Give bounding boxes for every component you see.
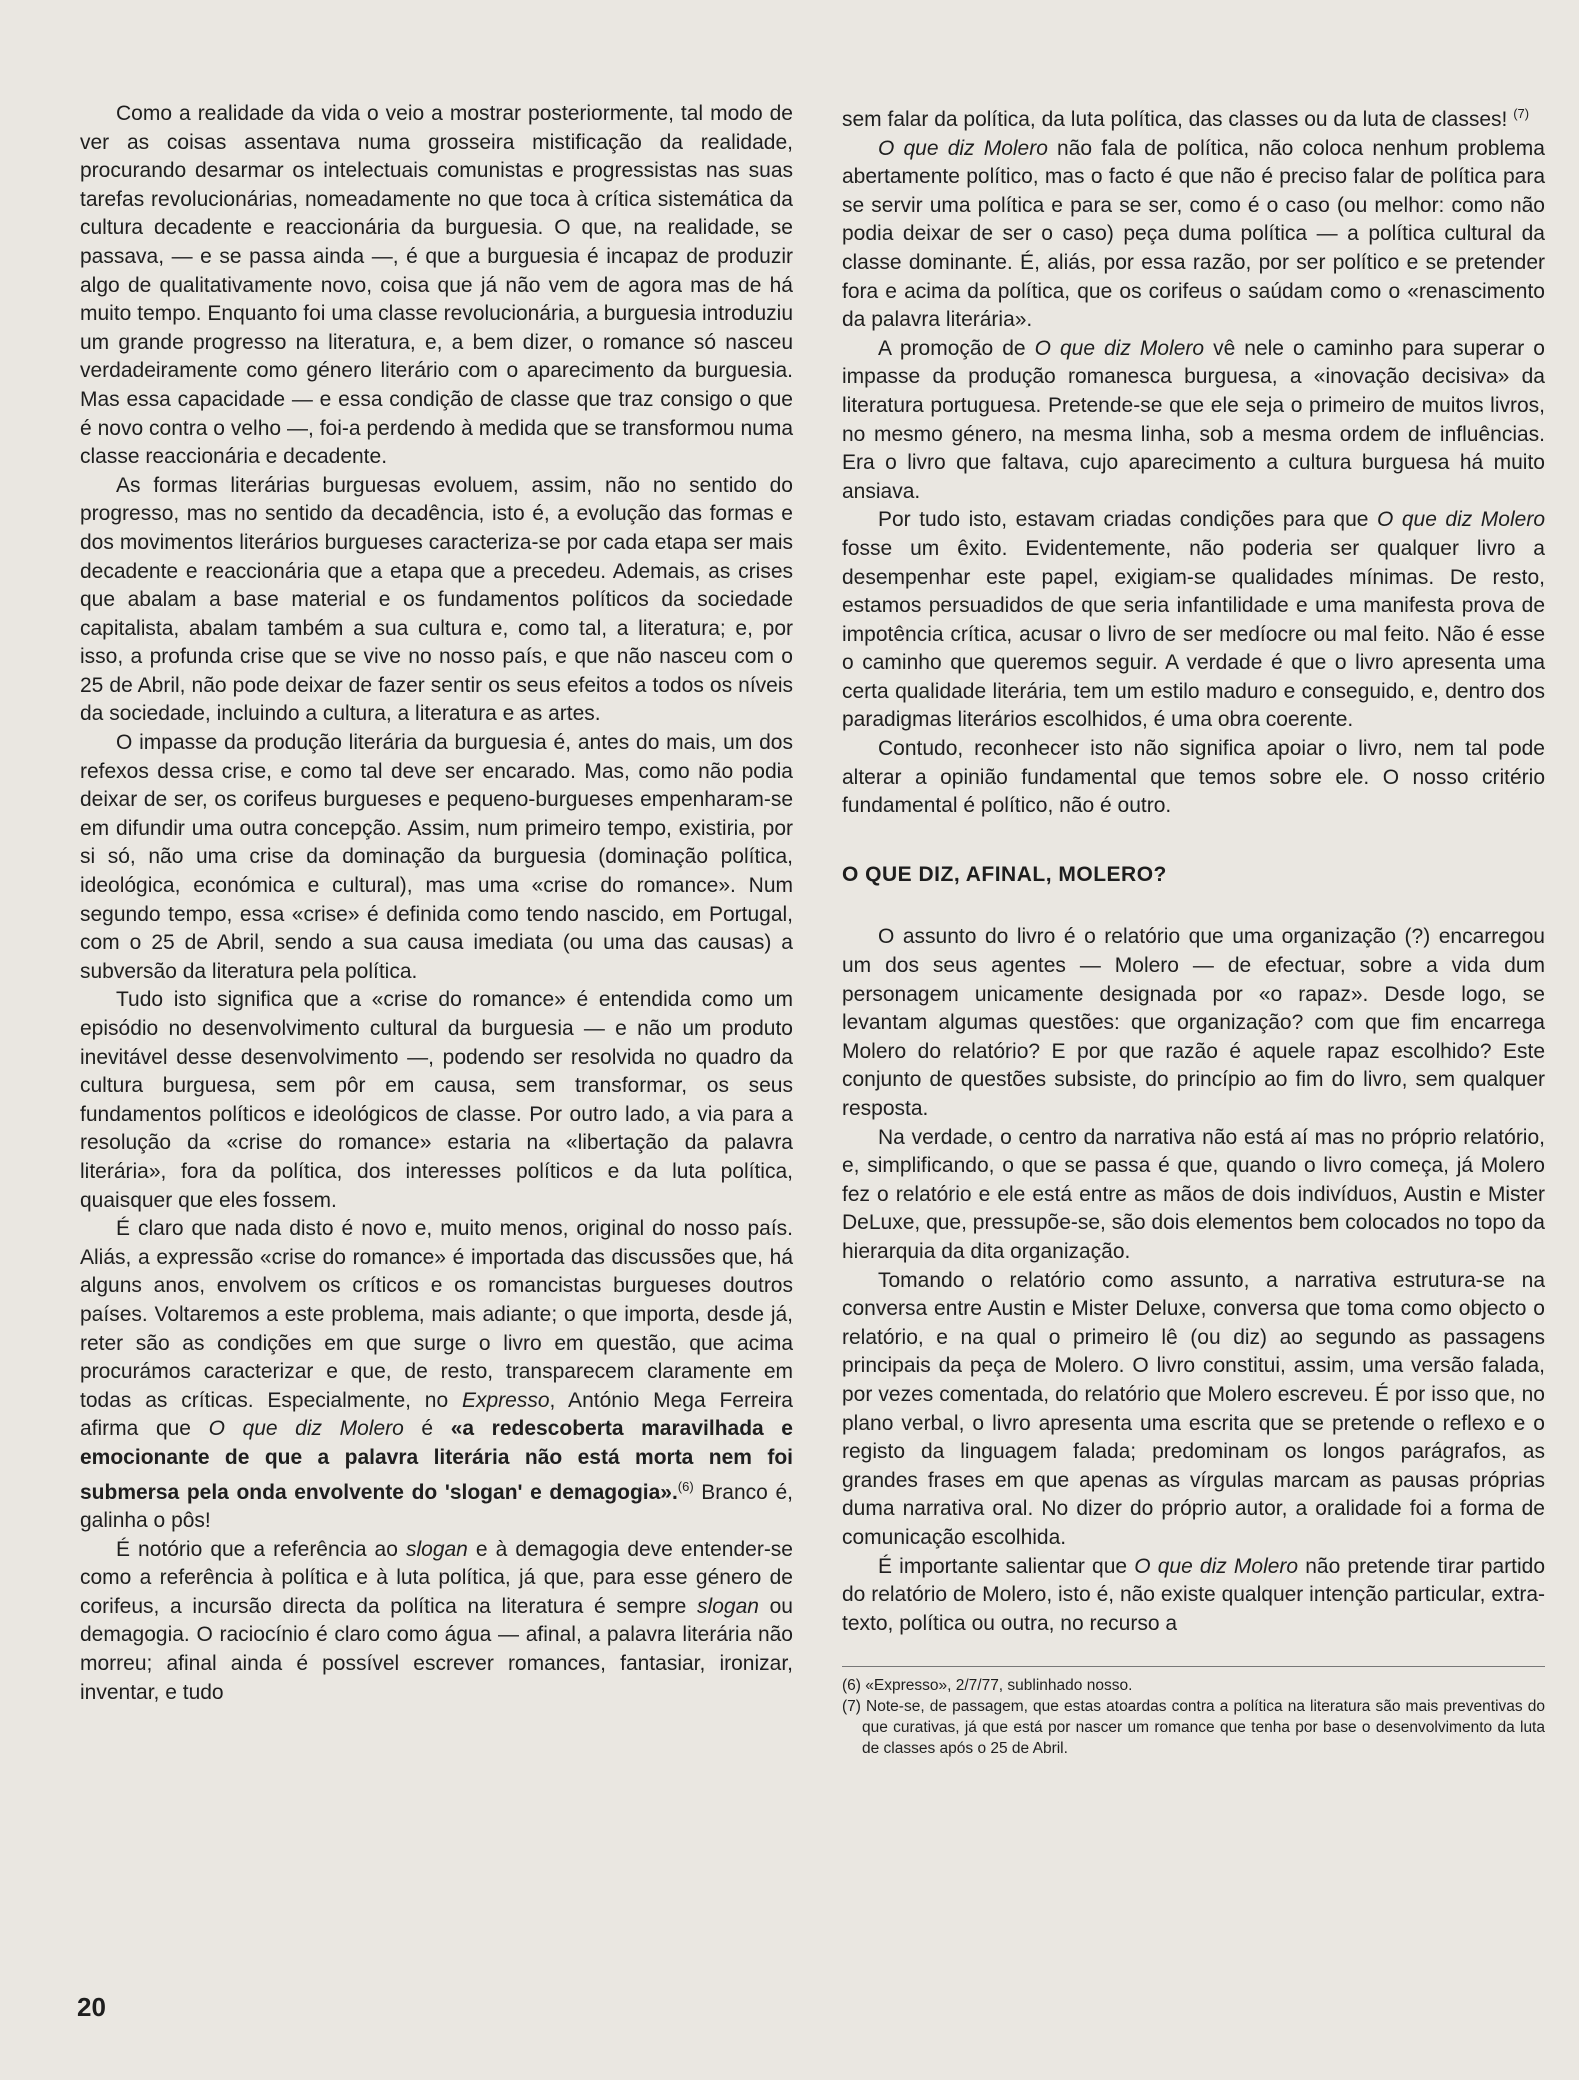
- left-column: [80, 100, 793, 1707]
- book-title: O que diz Molero: [208, 1417, 404, 1441]
- text-run: não pretende tirar partido do relatório de Molero, isto é, não existe qualquer intenção particular, extra-texto, política ou outra, no recurso a: [842, 1554, 1545, 1635]
- text-run: e à demagogia deve entender-se como a referência à política e à luta política, já que, para esse género de corifeus, a incursão directa da política na literatura é sempre: [80, 1537, 793, 1618]
- text-run: Branco é, galinha o pôs!: [80, 1480, 793, 1533]
- book-title: O que diz Molero: [1377, 508, 1545, 532]
- paragraph: Como a realidade da vida o veio a mostrar posteriormente, tal modo de ver as coisas assentava numa grosseira mistificação da realidade, procurando desarmar os intelectuais comunistas e progressistas nas suas tarefas revolucionárias, nomeadamente no que toca à crítica sistemática da cultura decadente e reaccionária da burguesia. O que, na realidade, se passava, — e se passa ainda —, é que a burguesia é incapaz de produzir algo de qualitativamente novo, coisa que já não vem de agora mas de há muito tempo. Enquanto foi uma classe revolucionária, a burguesia introduziu um grande progresso na literatura, e, a bem dizer, o romance só nasceu verdadeiramente como género literário com o aparecimento da burguesia. Mas essa capacidade — e essa condição de classe que traz consigo o que é novo contra o velho —, foi-a perdendo à medida que se transformou numa classe reaccionária e decadente.: [80, 102, 793, 469]
- paragraph: [80, 1215, 793, 1536]
- italic-text: Expresso: [462, 1388, 550, 1412]
- paragraph: [842, 335, 1545, 507]
- paragraph: [842, 135, 1545, 335]
- paragraph: [842, 1553, 1545, 1639]
- text-run: , António Mega Ferreira afirma que: [80, 1388, 793, 1441]
- book-title: O que diz Molero: [878, 136, 1048, 160]
- right-column: [842, 100, 1545, 1759]
- footnote-ref: (6): [677, 1478, 694, 1494]
- paragraph: O assunto do livro é o relatório que uma organização (?) encarregou um dos seus agentes — Molero — de efectuar, sobre a vida dum personagem unicamente designada por «o rapaz». Desde logo, se levantam algumas questões: que organização? com que fim encarrega Molero do relatório? E por que razão é aquele rapaz escolhido? Este conjunto de questões subsiste, do princípio ao fim do livro, sem qualquer resposta.: [842, 925, 1545, 1120]
- paragraph: O impasse da produção literária da burguesia é, antes do mais, um dos refexos dessa crise, e como tal deve ser encarado. Mas, como não podia deixar de ser, os corifeus burgueses e pequeno-burgueses empenharam-se em difundir uma outra concepção. Assim, num primeiro tempo, existiria, por si só, não uma crise da dominação da burguesia (dominação política, ideológica, económica e cultural), mas uma «crise do romance». Num segundo tempo, essa «crise» é definida como tendo nascido, em Portugal, com o 25 de Abril, sendo a sua causa imediata (ou uma das causas) a subversão da literatura pela política.: [80, 731, 793, 983]
- book-title: O que diz Molero: [1134, 1554, 1299, 1578]
- book-title: O que diz Molero: [1034, 336, 1205, 360]
- paragraph: Tomando o relatório como assunto, a narrativa estrutura-se na conversa entre Austin e Mister Deluxe, conversa que toma como objecto o relatório, e na qual o primeiro lê (ou diz) ao segundo as passagens principais da peça de Molero. O livro constitui, assim, uma versão falada, por vezes comentada, do relatório que Molero escreveu. É por isso que, no plano verbal, o livro apresenta uma escrita que se pretende o reflexo e o registo da linguagem falada; predominam os longos parágrafos, as grandes frases em que apenas as vírgulas marcam as pausas próprias duma narrativa oral. No dizer do próprio autor, a oralidade foi a forma de comunicação escolhida.: [842, 1268, 1545, 1549]
- text-run: É importante salientar que: [878, 1554, 1135, 1578]
- text-run: vê nele o caminho para superar o impasse da produção romanesca burguesa, a «inovação decisiva» da literatura portuguesa. Pretende-se que ele seja o primeiro de muitos livros, no mesmo género, na mesma linha, sob a mesma ordem de influências. Era o livro que faltava, cujo aparecimento a cultura burguesa há muito ansiava.: [842, 336, 1545, 503]
- footnote: (6) «Expresso», 2/7/77, sublinhado nosso.: [842, 1677, 1133, 1695]
- paragraph: [842, 506, 1545, 735]
- text-run: Por tudo isto, estavam criadas condições para que: [878, 508, 1377, 532]
- paragraph: Na verdade, o centro da narrativa não está aí mas no próprio relatório, e, simplificando, o que se passa é que, quando o livro começa, já Molero fez o relatório e ele está entre as mãos de dois indivíduos, Austin e Mister DeLuxe, que, pressupõe-se, são dois elementos bem colocados no topo da hierarquia da dita organização.: [842, 1125, 1545, 1263]
- footnotes: [842, 1666, 1545, 1759]
- paragraph: [80, 1536, 793, 1708]
- paragraph: [842, 100, 1545, 135]
- text-run: É notório que a referência ao: [116, 1537, 406, 1561]
- paragraph: Contudo, reconhecer isto não significa apoiar o livro, nem tal pode alterar a opinião fundamental que temos sobre ele. O nosso critério fundamental é político, não é outro.: [842, 737, 1545, 818]
- text-run: sem falar da política, da luta política, das classes ou da luta de classes!: [842, 108, 1514, 131]
- text-run: é: [403, 1417, 451, 1441]
- text-run: não fala de política, não coloca nenhum problema abertamente político, mas o facto é que não é preciso falar de política para se servir uma política e para se ser, como é o caso (ou melhor: como não podia deixar de ser o caso) peça duma política — a política cultural da classe dominante. É, aliás, por essa razão, por ser político e se pretender fora e acima da política, que os corifeus o saúdam como o «renascimento da palavra literária».: [842, 136, 1545, 332]
- bold-quote: «a redescoberta maravilhada e emocionante de que a palavra literária não está morta nem foi submersa pela onda envolvente do 'slogan' e demagogia».: [80, 1417, 793, 1504]
- italic-text: slogan: [697, 1594, 759, 1618]
- section-heading: O QUE DIZ, AFINAL, MOLERO?: [842, 862, 1167, 886]
- page-number: 20: [77, 1992, 106, 2022]
- text-run: A promoção de: [878, 336, 1035, 360]
- footnote-ref: (7): [1513, 106, 1530, 121]
- text-run: É claro que nada disto é novo e, muito menos, original do nosso país. Aliás, a expressão «crise do romance» é importada das discussões que, há alguns anos, envolvem os críticos e os romancistas burgueses doutros países. Voltaremos a este problema, mais adiante; o que importa, desde já, reter são as condições em que surge o livro em questão, que acima procurámos caracterizar e que, de resto, transparecem claramente em todas as críticas. Especialmente, no: [80, 1217, 793, 1412]
- italic-text: slogan: [405, 1537, 468, 1561]
- paragraph: Tudo isto significa que a «crise do romance» é entendida como um episódio no desenvolvimento cultural da burguesia — e não um produto inevitável desse desenvolvimento —, podendo ser resolvida no quadro da cultura burguesa, sem pôr em causa, sem transformar, os seus fundamentos políticos e ideológicos de classe. Por outro lado, a via para a resolução da «crise do romance» estaria na «libertação da palavra literária», fora da política, dos interesses políticos e da luta política, quaisquer que eles fossem.: [80, 988, 793, 1212]
- paragraph: As formas literárias burguesas evoluem, assim, não no sentido do progresso, mas no sentido da decadência, isto é, a evolução das formas e dos movimentos literários burgueses caracteriza-se por cada etapa ser mais decadente e reaccionária que a etapa que a precedeu. Ademais, as crises que abalam a base material e os fundamentos políticos da sociedade capitalista, abalam também a sua cultura e, como tal, a literatura; e, por isso, a profunda crise que se vive no nosso país, e que não nasceu com o 25 de Abril, não pode deixar de fazer sentir os seus efeitos a todos os níveis da sociedade, incluindo a cultura, a literatura e as artes.: [80, 473, 793, 726]
- footnote: (7) Note-se, de passagem, que estas atoardas contra a política na literatura são mais preventivas do que curativas, já que está por nascer um romance que tenha por base o desenvolvimento da luta de classes após o 25 de Abril.: [842, 1698, 1545, 1758]
- text-run: ou demagogia. O raciocínio é claro como água — afinal, a palavra literária não morreu; afinal ainda é possível escrever romances, fantasiar, ironizar, inventar, e tudo: [80, 1594, 793, 1704]
- text-run: fosse um êxito. Evidentemente, não poderia ser qualquer livro a desempenhar este papel, exigiam-se qualidades mínimas. De resto, estamos persuadidos de que seria infantilidade e uma manifesta prova de impotência crítica, acusar o livro de ser medíocre ou mal feito. Não é esse o caminho que queremos seguir. A verdade é que o livro apresenta uma certa qualidade literária, tem um estilo maduro e conseguido, e, dentro dos paradigmas literários escolhidos, é uma obra coerente.: [842, 536, 1545, 732]
